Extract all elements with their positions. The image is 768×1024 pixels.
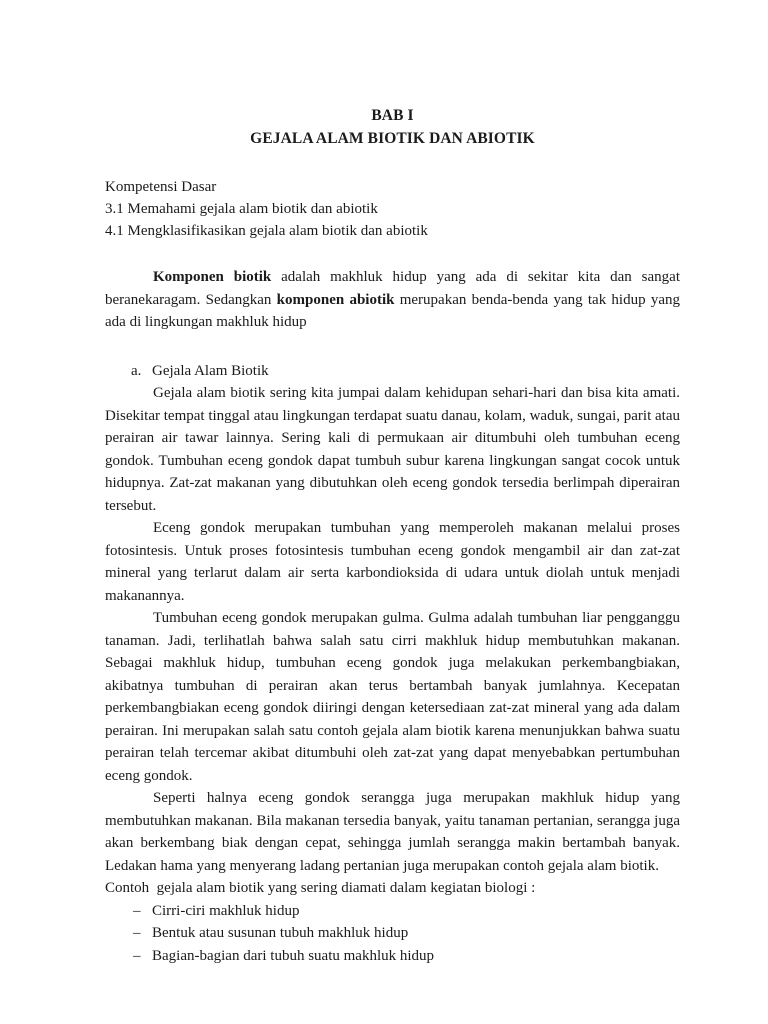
document-content [105,104,684,967]
section-a-paragraph-4: Seperti halnya eceng gondok serangga juga merupakan makhluk hidup yang membutuhkan makanan. Bila makanan tersedia banyak, yaitu tanaman pertanian, serangga juga akan berkembang biak dengan cepat, sehingga jumlah serangga makin bertambah banyak. Ledakan hama yang menyerang ladang pertanian juga merupakan contoh gejala alam biotik. [105,790,684,874]
intro-bold-1: Komponen biotik [153,269,272,285]
list-item [105,945,680,968]
list-item [105,900,680,923]
chapter-title: GEJALA ALAM BIOTIK DAN ABIOTIK [250,130,535,147]
competency-block [105,176,680,242]
document-title [105,104,680,150]
examples-list [105,900,680,968]
section-a-paragraph-2: Eceng gondok merupakan tumbuhan yang memperoleh makanan melalui proses fotosintesis. Untuk proses fotosintesis tumbuhan eceng gondok mengambil air dan zat-zat mineral yang terlarut dalam air serta karbondioksida di udara untuk diolah untuk menjadi makanannya. [105,520,684,604]
list-item-label: Cirri-ciri makhluk hidup [152,902,300,919]
list-item-label: Bagian-bagian dari tubuh suatu makhluk hidup [152,947,435,964]
section-a-label: Gejala Alam Biotik [152,362,269,379]
section-a-paragraph-3: Tumbuhan eceng gondok merupakan gulma. Gulma adalah tumbuhan liar pengganggu tanaman. Jadi, terlihatlah bahwa salah satu cirri makhluk hidup membutuhkan makanan. Sebagai makhluk hidup, tumbuhan eceng gondok juga melakukan perkembangbiakan, akibatnya tumbuhan di perairan akan terus bertambah banyak jumlahnya. Kecepatan perkembangbiakan eceng gondok diiringi dengan ketersediaan zat-zat mineral yang ada dalam perairan. Ini merupakan salah satu contoh gejala alam biotik karena menunjukkan bahwa suatu perairan telah tercemar akibat ditumbuhi oleh zat-zat yang dapat menyebabkan pertumbuhan eceng gondok. [105,610,684,784]
dash-icon: – [133,947,141,964]
intro-bold-2: komponen abiotik [276,291,395,308]
section-a-marker: a. [131,362,142,379]
list-item-label: Bentuk atau susunan tubuh makhluk hidup [152,925,409,941]
competency-heading: Kompetensi Dasar [105,179,217,195]
competency-item-2: 4.1 Mengklasifikasikan gejala alam biotik dan abiotik [105,223,428,239]
list-item [105,922,680,945]
intro-text-2: merupakan benda-benda yang tak hidup yang ada di lingkungan makhluk hidup [105,291,684,330]
section-a-paragraph-1: Gejala alam biotik sering kita jumpai dalam kehidupan sehari-hari dan bisa kita amati. Disekitar tempat tinggal atau lingkungan terdapat suatu danau, kolam, waduk, sungai, parit atau perairan air tawar lainnya. Sering kali di permukaan air ditumbuhi oleh tumbuhan eceng gondok. Tumbuhan eceng gondok dapat tumbuh subur karena lingkungan sangat cocok untuk hidupnya. Zat-zat makanan yang dibutuhkan oleh eceng gondok tersedia berlimpah diperairan tersebut. [105,385,684,514]
intro-text-1: adalah makhluk hidup yang ada di sekitar kita dan sangat beranekaragam. Sedangkan [105,269,684,308]
competency-item-1: 3.1 Memahami gejala alam biotik dan abiotik [105,201,378,217]
intro-paragraph [105,266,684,334]
section-a-heading [105,360,680,383]
dash-icon: – [133,902,141,919]
chapter-number: BAB I [371,107,414,124]
examples-heading: Contoh gejala alam biotik yang sering diamati dalam kegiatan biologi : [105,880,536,896]
dash-icon: – [133,925,141,941]
